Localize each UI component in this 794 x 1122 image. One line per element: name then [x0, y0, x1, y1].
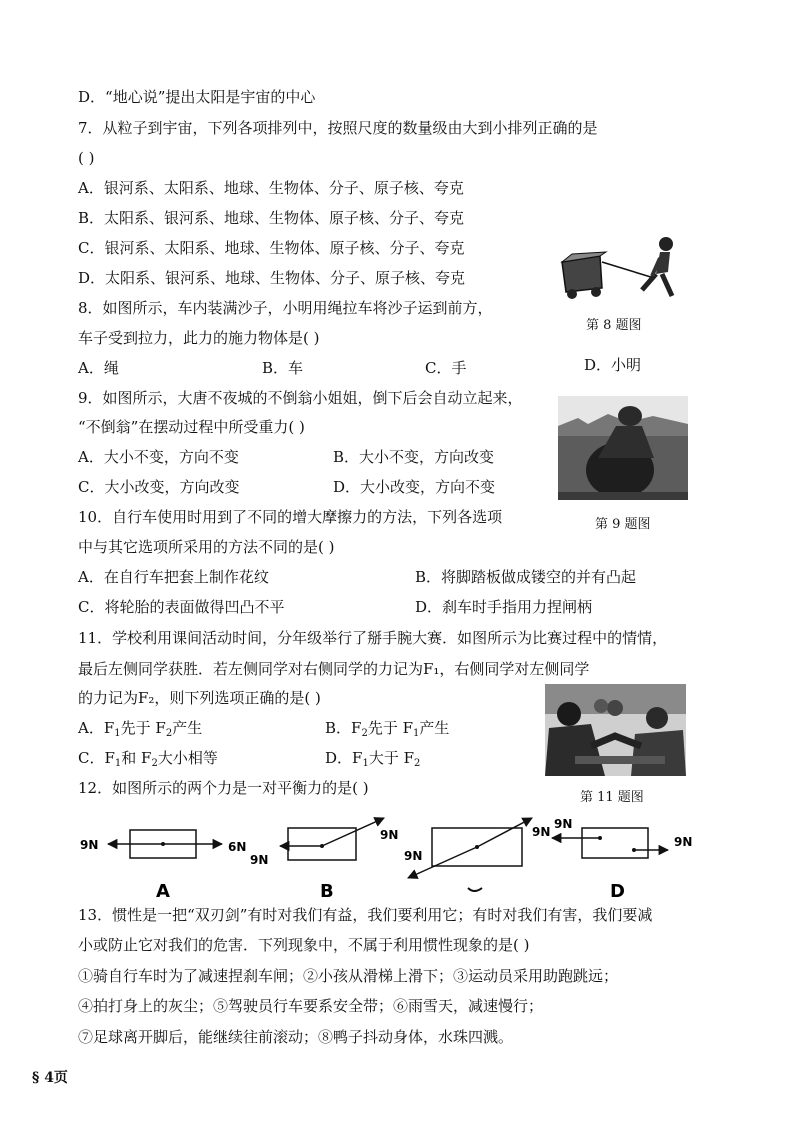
- q8-option-c: C．手: [425, 359, 467, 377]
- q7-bracket: ( ): [78, 149, 95, 167]
- d-letter: D: [610, 881, 625, 902]
- q11-option-a: A．$F_1$先于 $F_2$产生: [78, 719, 203, 739]
- q11-stem-3: 的力记为F₂，则下列选项正确的是( ): [78, 689, 321, 707]
- fig11-armwrestling-image: [545, 684, 686, 776]
- a-letter: A: [156, 881, 170, 902]
- fig11-caption: 第 11 题图: [580, 790, 644, 805]
- q10-option-b: B．将脚踏板做成镂空的并有凸起: [415, 568, 637, 586]
- diagram-a: [80, 830, 246, 902]
- q7-option-d: D．太阳系、银河系、地球、生物体、分子、原子核、夸克: [78, 269, 466, 287]
- q7-option-a: A．银河系、太阳系、地球、生物体、分子、原子核、夸克: [78, 179, 464, 197]
- q11-option-d: D．$F_1$大于 $F_2$: [325, 749, 421, 769]
- q12-stem: 12．如图所示的两个力是一对平衡力的是( ): [78, 779, 369, 797]
- q10-stem: 10．自行车使用时用到了不同的增大摩擦力的方法，下列各选项: [78, 508, 503, 526]
- q13-stem: 13．惯性是一把“双刃剑”有时对我们有益，我们要利用它；有时对我们有害，我们要减: [78, 906, 653, 924]
- a-right-force-label: 6N: [228, 840, 247, 854]
- fig9-tumbler-image: [558, 396, 688, 500]
- diagram-c: [404, 818, 550, 891]
- c-letter-mark: [468, 888, 482, 891]
- q10-option-c: C．将轮胎的表面做得凹凸不平: [78, 598, 285, 616]
- q9-option-d: D．大小改变，方向不变: [333, 478, 496, 496]
- q7-stem: 7．从粒子到宇宙，下列各项排列中，按照尺度的数量级由大到小排列正确的是: [78, 119, 598, 137]
- q10-option-a: A．在自行车把套上制作花纹: [78, 568, 269, 586]
- q13-stem-2: 小或防止它对我们的危害．下列现象中，不属于利用惯性现象的是( ): [78, 936, 530, 954]
- a-left-force-label: 9N: [80, 838, 99, 852]
- q10-option-d: D．刹车时手指用力捏闸柄: [415, 598, 593, 616]
- d-force-label-1: 9N: [554, 817, 573, 831]
- q13-items-2: ④拍打身上的灰尘；⑤驾驶员行车要系安全带；⑥雨雪天，减速慢行；: [78, 997, 544, 1015]
- q9-stem-2: “不倒翁”在摆动过程中所受重力( ): [78, 418, 305, 436]
- fig8-cart-image: [556, 232, 686, 304]
- q13-items-1: ①骑自行车时为了减速捏刹车闸；②小孩从滑梯上滑下；③运动员采用助跑跳远；: [78, 967, 619, 985]
- diagram-d: [552, 817, 692, 902]
- q9-option-a: A．大小不变，方向不变: [78, 448, 239, 466]
- q8-stem: 8．如图所示，车内装满沙子，小明用绳拉车将沙子运到前方，: [78, 299, 493, 317]
- q9-option-b: B．大小不变，方向改变: [333, 448, 495, 466]
- c-force-label-2: 9N: [532, 825, 551, 839]
- fig8-caption: 第 8 题图: [586, 318, 642, 333]
- b-force-label-2: 9N: [250, 853, 269, 867]
- fig9-caption: 第 9 题图: [595, 517, 651, 532]
- b-letter: B: [320, 881, 334, 902]
- q8-option-a: A．绳: [78, 359, 119, 377]
- q7-option-c: C．银河系、太阳系、地球、生物体、原子核、分子、夸克: [78, 239, 465, 257]
- q8-option-d: D．小明: [584, 356, 642, 374]
- q6-option-d: D．“地心说”提出太阳是宇宙的中心: [78, 88, 316, 106]
- b-force-label-1: 9N: [380, 828, 399, 842]
- q9-option-c: C．大小改变，方向改变: [78, 478, 240, 496]
- page-footer: § 4页: [32, 1070, 68, 1086]
- q8-stem-2: 车子受到拉力，此力的施力物体是( ): [78, 329, 320, 347]
- q8-option-b: B．车: [262, 359, 304, 377]
- d-force-label-2: 9N: [674, 835, 693, 849]
- q11-stem: 11．学校利用课间活动时间，分年级举行了掰手腕大赛．如图所示为比赛过程中的情情，: [78, 629, 668, 647]
- q11-stem-2: 最后左侧同学获胜．若左侧同学对右侧同学的力记为F₁，右侧同学对左侧同学: [78, 660, 590, 678]
- q11-option-c: C．$F_1$和 $F_2$大小相等: [78, 749, 218, 769]
- diagram-b: [250, 818, 398, 902]
- q11-option-b: B．$F_2$先于 $F_1$产生: [325, 719, 450, 739]
- q7-option-b: B．太阳系、银河系、地球、生物体、原子核、分子、夸克: [78, 209, 465, 227]
- q13-items-3: ⑦足球离开脚后，能继续往前滚动；⑧鸭子抖动身体，水珠四溅。: [78, 1028, 514, 1046]
- q12-force-diagrams: [70, 812, 710, 902]
- q9-stem: 9．如图所示，大唐不夜城的不倒翁小姐姐，倒下后会自动立起来，: [78, 389, 523, 407]
- c-force-label-1: 9N: [404, 849, 423, 863]
- q10-stem-2: 中与其它选项所采用的方法不同的是( ): [78, 538, 335, 556]
